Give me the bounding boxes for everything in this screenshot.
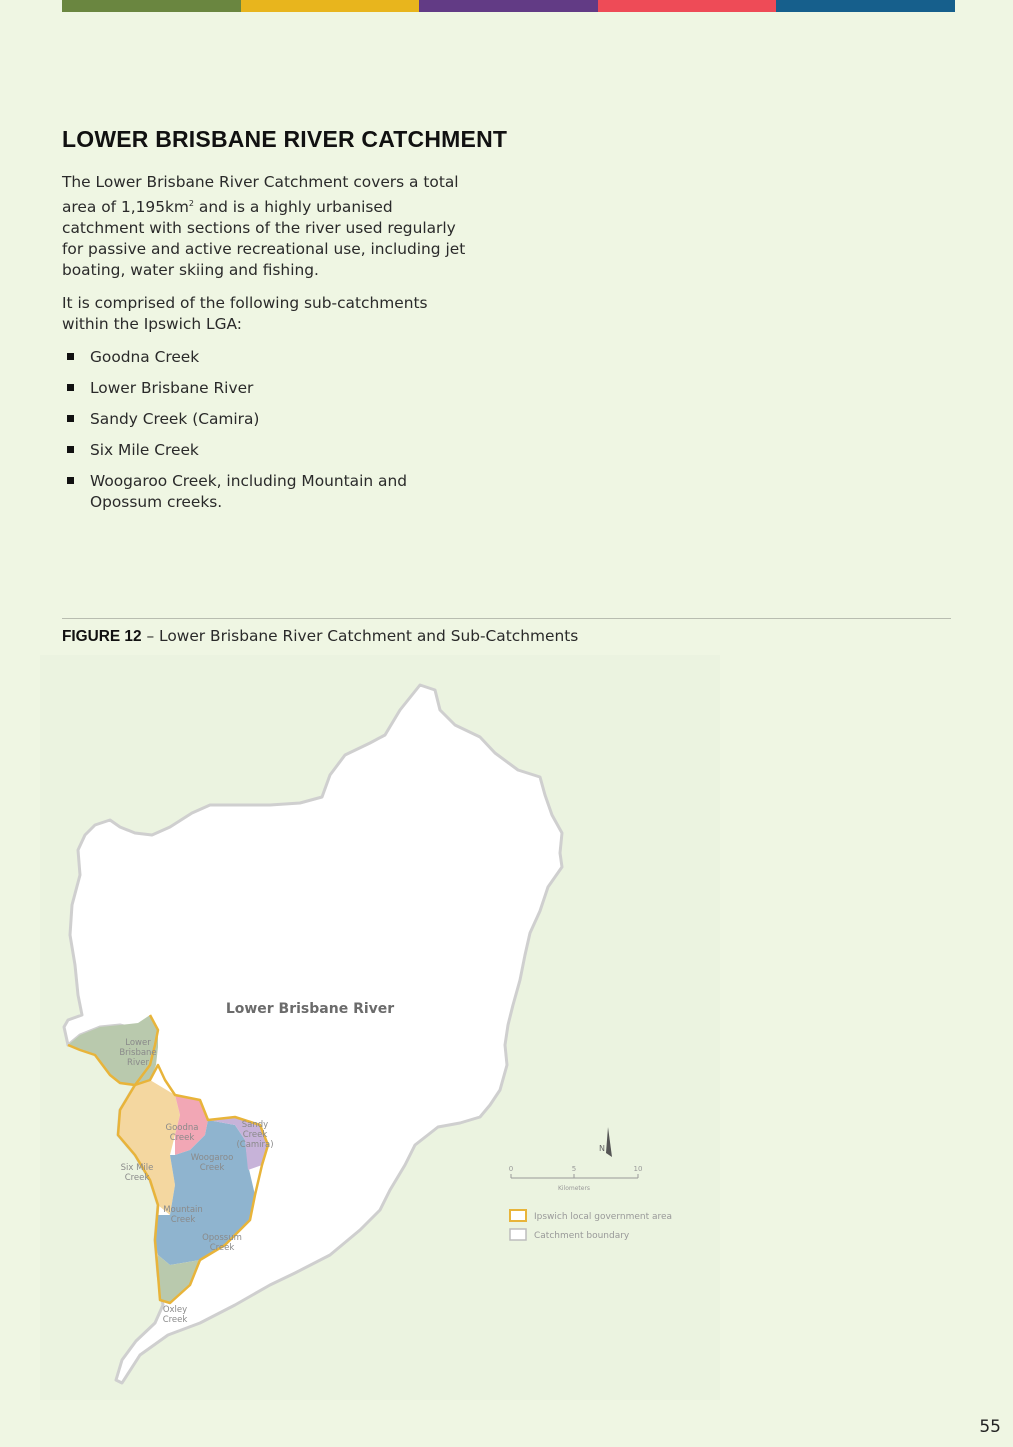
scale-tick-label: 10 (633, 1165, 643, 1173)
list-item (62, 378, 472, 399)
figure-divider (62, 618, 951, 619)
subcatchment-label: Woogaroo (190, 1153, 234, 1163)
scale-tick-label: 5 (571, 1165, 577, 1173)
subcatchment-label: River (126, 1058, 150, 1068)
bullet-icon (67, 415, 74, 422)
list-item (62, 347, 472, 368)
bullet-icon (67, 477, 74, 484)
bullet-icon (67, 384, 74, 391)
lga-legend-swatch (510, 1210, 526, 1221)
subcatchment-list (62, 347, 472, 513)
color-segment-green (62, 0, 241, 12)
subcatchment-label: Creek (242, 1130, 268, 1140)
subcatchment-label: Brisbane (119, 1048, 157, 1058)
figure-caption (62, 627, 578, 646)
subcatchment-label: Goodna (165, 1123, 199, 1133)
intro-paragraph (62, 172, 472, 281)
catchment-name-label: Lower Brisbane River (225, 1001, 395, 1017)
color-segment-purple (419, 0, 598, 12)
list-item-text: Lower Brisbane River (90, 379, 254, 397)
squared-superscript: 2 (188, 199, 194, 208)
figure-caption-text: – Lower Brisbane River Catchment and Sub-Catchments (141, 627, 579, 645)
catchment-legend-swatch (510, 1229, 526, 1240)
list-item-text: Six Mile Creek (90, 441, 199, 459)
subcatchment-label: Oxley (162, 1305, 188, 1315)
list-item (62, 409, 472, 430)
catchment-map (40, 655, 720, 1400)
list-item (62, 471, 472, 513)
color-segment-red (598, 0, 777, 12)
list-item-text: Sandy Creek (Camira) (90, 410, 260, 428)
bullet-icon (67, 446, 74, 453)
subcatchment-label: Creek (199, 1163, 225, 1173)
subcatchment-label: Six Mile (120, 1163, 154, 1173)
subcatchment-label: Creek (209, 1243, 235, 1253)
brand-color-bar (62, 0, 955, 12)
subcatchment-label: Mountain (163, 1205, 203, 1215)
list-item-text: Goodna Creek (90, 348, 200, 366)
subcatchment-label: Creek (162, 1315, 188, 1325)
legend-item: Ipswich local government area (534, 1212, 673, 1222)
legend-item: Catchment boundary (534, 1231, 630, 1241)
subcatchment-label: Lower (125, 1038, 151, 1048)
bullet-icon (67, 353, 74, 360)
subcatchment-label: Sandy (241, 1120, 269, 1130)
body-text (62, 172, 472, 523)
north-label: N (599, 1144, 605, 1153)
scale-tick-label: 0 (508, 1165, 514, 1173)
list-item-text: Woogaroo Creek, including Mountain and Opossum creeks. (90, 472, 407, 511)
scale-unit-label: Kilometers (557, 1185, 591, 1192)
intro-text-end: and is a highly urbanised catchment with sections of the river used regularly for passive and active recreational use, including jet boating, water skiing and fishing. (62, 198, 466, 279)
subcatchment-label: (Camira) (236, 1140, 274, 1150)
intro-text-start: The Lower Brisbane River Catchment covers a total area of 1,195km (62, 173, 459, 216)
subcatchment-label: Creek (124, 1173, 150, 1183)
figure-label: FIGURE 12 (62, 628, 142, 645)
list-item (62, 440, 472, 461)
color-segment-blue (776, 0, 955, 12)
section-title: LOWER BRISBANE RIVER CATCHMENT (62, 126, 508, 152)
subcatchment-label: Creek (170, 1215, 196, 1225)
subcatchment-label: Opossum (202, 1233, 242, 1243)
subcatchment-intro: It is comprised of the following sub-catchments within the Ipswich LGA: (62, 294, 428, 333)
page-number: 55 (979, 1417, 1001, 1437)
subcatchment-label: Creek (169, 1133, 195, 1143)
color-segment-yellow (241, 0, 420, 12)
